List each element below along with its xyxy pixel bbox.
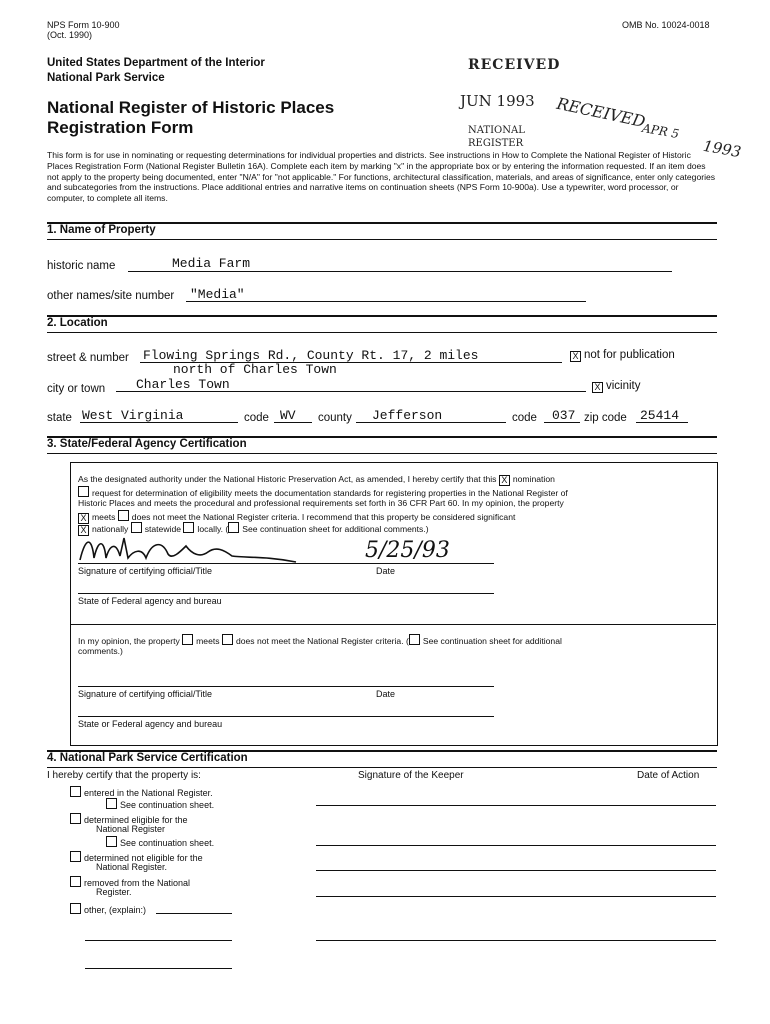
certify-text: I hereby certify that the property is: [47,770,201,781]
vicinity-checkbox[interactable]: X [592,382,603,393]
form-number: NPS Form 10-900 [47,20,120,30]
signature-date: 5/25/93 [365,538,450,563]
opinion-comments: comments.) [78,646,123,656]
opinion-does-not-meet-checkbox[interactable] [222,634,233,645]
county-label: county [318,412,352,424]
other-names-label: other names/site number [47,290,175,302]
opt-entered-cont[interactable]: See continuation sheet. [106,798,214,810]
opinion-meets-checkbox[interactable] [182,634,193,645]
instructions-paragraph: This form is for use in nominating or requesting determinations for individual properties and districts. See instructions in How to Complete the National Register of Historic Places Registration Form (National Register Bulletin 16A). Complete each item by marking "x" in the appropriate box or by entering the information requested. If an item does not apply to the property being documented, enter "N/A" for "not applicable." For functions, architectural classification, materials, and areas of significance, enter only categories and subcategories from the instructions. Place additional entries and narrative items on continuation sheets (NPS Form 10-900a). Use a typewriter, word processor, or computer, to complete all items. [47,150,716,204]
not-for-publication[interactable] [570,349,675,362]
form-title-2: Registration Form [47,118,194,137]
handwritten-year: 1993 [701,136,743,162]
city-label: city or town [47,383,106,395]
not-for-publication-checkbox[interactable]: X [570,351,581,362]
state-code-label: code [244,412,269,424]
signature-scribble [76,530,306,570]
stamp-national: NATIONAL [468,125,525,136]
removed-checkbox[interactable] [70,876,81,887]
other-checkbox[interactable] [70,903,81,914]
street-value-2[interactable]: north of Charles Town [173,362,337,377]
service: National Park Service [47,72,165,84]
cert-line-4: X meets does not meet the National Register criteria. I recommend that this property be considered significant [78,510,515,524]
action-label: Date of Action [637,770,700,781]
opinion-continuation-checkbox[interactable] [409,634,420,645]
opt-other[interactable]: other, (explain:) [70,903,146,915]
cert-line-5: X nationally statewide locally. ( See continuation sheet for additional comments.) [78,522,429,536]
agency-label: State of Federal agency and bureau [78,596,222,606]
opt-removed[interactable]: removed from the National [70,876,190,888]
city-value[interactable]: Charles Town [136,377,230,392]
not-eligible-checkbox[interactable] [70,851,81,862]
opt-entered[interactable]: entered in the National Register. [70,786,213,798]
eligible-cont-checkbox[interactable] [106,836,117,847]
cert-line-1: As the designated authority under the National Historic Preservation Act, as amended, I hereby certify that this X nomination [78,474,555,485]
opinion-line: In my opinion, the property meets does not meet the National Register criteria. ( See continuation sheet for additional [78,636,562,646]
county-value[interactable]: Jefferson [372,408,443,423]
section-2-heading: 2. Location [47,317,108,329]
cert-line-3: Historic Places and meets the procedural and professional requirements set forth in 36 CFR Part 60. In my opinion, the property [78,498,564,508]
opt-eligible-cont[interactable]: See continuation sheet. [106,836,214,848]
state-label: state [47,412,72,424]
state-code-value[interactable]: WV [280,408,296,423]
county-code-label: code [512,412,537,424]
signature-label: Signature of certifying official/Title [78,566,213,576]
historic-name-label: historic name [47,260,116,272]
other-names-value[interactable]: "Media" [190,287,245,302]
eligible-checkbox[interactable] [70,813,81,824]
zip-label: zip code [584,412,627,424]
meets-checkbox[interactable]: X [78,513,89,524]
opt-removed-b: Register. [96,887,132,897]
state-value[interactable]: West Virginia [82,408,184,423]
handwritten-apr: APR 5 [641,120,681,142]
form-title-1: National Register of Historic Places [47,98,335,117]
not-for-publication-label: not for publication [584,349,675,361]
zip-value[interactable]: 25414 [640,408,680,423]
opt-not-eligible-b: National Register. [96,862,168,872]
opt-eligible[interactable]: determined eligible for the [70,813,188,825]
omb-number: OMB No. 10024-0018 [622,20,710,30]
opt-not-eligible[interactable]: determined not eligible for the [70,851,203,863]
nomination-checkbox[interactable]: X [499,475,510,486]
vicinity-label: vicinity [606,380,641,392]
section-4-heading: 4. National Park Service Certification [47,752,248,764]
determination-checkbox[interactable] [78,486,89,497]
section-1-heading: 1. Name of Property [47,224,156,236]
opt-eligible-b: National Register [96,824,166,834]
nationally-checkbox[interactable]: X [78,525,89,536]
entered-checkbox[interactable] [70,786,81,797]
county-code-value[interactable]: 037 [552,408,576,423]
historic-name-value[interactable]: Media Farm [172,256,251,271]
stamp-date: JUN 1993 [460,92,535,110]
section-3-heading: 3. State/Federal Agency Certification [47,438,247,450]
stamp-register: REGISTER [468,138,524,149]
date-label: Date [376,566,396,576]
vicinity[interactable] [592,380,641,393]
form-date: (Oct. 1990) [47,30,93,40]
received-stamp: RECEIVED [468,57,561,73]
date2-label: Date [376,689,396,699]
agency2-label: State or Federal agency and bureau [78,719,223,729]
entered-cont-checkbox[interactable] [106,798,117,809]
street-label: street & number [47,352,129,364]
handwritten-received: RECEIVED [555,93,648,132]
does-not-meet-checkbox[interactable] [118,510,129,521]
keeper-label: Signature of the Keeper [358,770,464,781]
signature2-label: Signature of certifying official/Title [78,689,213,699]
cert-line-2: request for determination of eligibility meets the documentation standards for registering properties in the National Register of [78,486,568,498]
street-value[interactable]: Flowing Springs Rd., County Rt. 17, 2 miles [143,348,479,363]
department: United States Department of the Interior [47,57,265,69]
